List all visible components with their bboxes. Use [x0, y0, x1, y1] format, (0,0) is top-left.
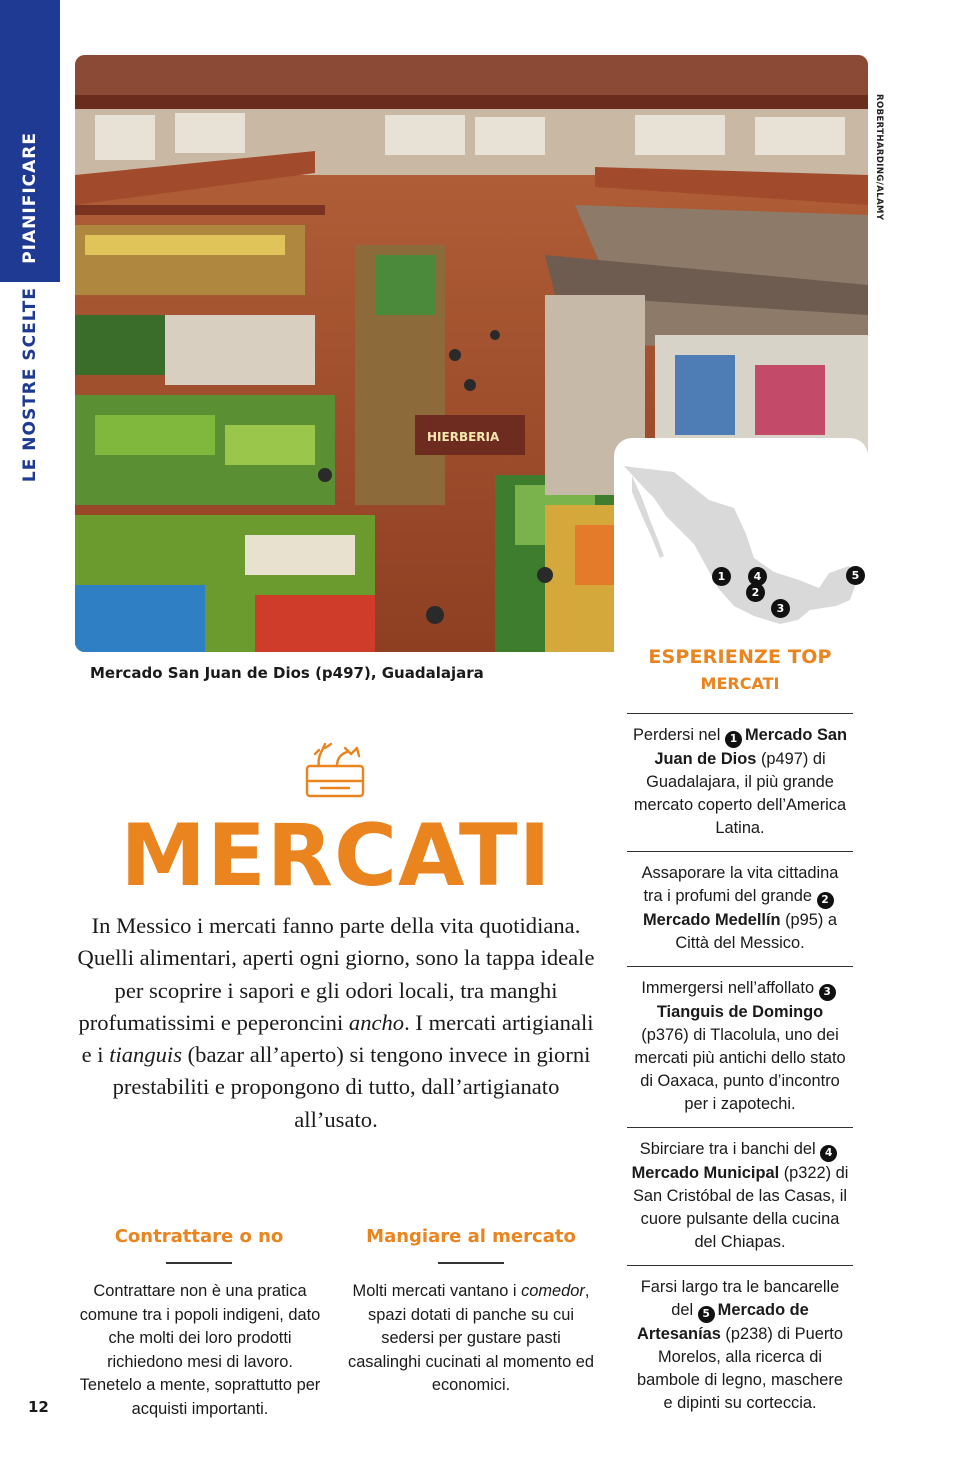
- market-name: Tianguis de Domingo: [656, 1003, 824, 1021]
- number-badge: 4: [820, 1145, 837, 1162]
- intro-text: (bazar all’aperto) si tengono invece in giorni prestabiliti e propongono di tutto, dall’artigianato all’usato.: [112, 1042, 591, 1132]
- list-item: [627, 851, 853, 966]
- market-name: Mercado Medellín: [642, 911, 781, 929]
- box-text: Molti mercati vantano i: [352, 1282, 517, 1300]
- box-title-bargaining: Contrattare o no: [114, 1226, 284, 1247]
- number-badge: 2: [817, 892, 834, 909]
- box-divider: [438, 1262, 504, 1264]
- section-tab-label: PIANIFICARE: [20, 132, 40, 264]
- box-text-eating: [346, 1280, 596, 1398]
- item-text: Immergersi nell’affollato: [641, 979, 815, 997]
- item-text: (p497) di Guadalajara, il più grande mercato coperto dell’America Latina.: [633, 750, 847, 837]
- box-emphasis: comedor: [521, 1282, 585, 1300]
- photo-caption: Mercado San Juan de Dios (p497), Guadalajara: [90, 664, 484, 682]
- item-text: (p322) di San Cristóbal de las Casas, il cuore pulsante della cucina del Chiapas.: [632, 1164, 849, 1251]
- sidebar-subtitle: MERCATI: [700, 674, 780, 693]
- item-text: Sbirciare tra i banchi del: [639, 1140, 816, 1158]
- item-text: (p238) di Puerto Morelos, alla ricerca di bambole di legno, maschere e dipinti su corteccia.: [637, 1325, 843, 1412]
- mexico-map: [614, 438, 868, 652]
- market-crate-icon: [303, 736, 367, 800]
- map-marker-1: 1: [712, 567, 731, 586]
- list-item: [627, 1127, 853, 1265]
- number-badge: 3: [819, 984, 836, 1001]
- list-item: [627, 966, 853, 1127]
- number-badge: 1: [725, 731, 742, 748]
- map-marker-3: 3: [771, 599, 790, 618]
- top-experiences-list: [627, 713, 853, 1426]
- list-item: [627, 713, 853, 851]
- map-marker-4: 4: [748, 567, 767, 586]
- intro-paragraph: [76, 910, 596, 1136]
- item-text: (p95) a Città del Messico.: [675, 911, 838, 952]
- list-item: [627, 1265, 853, 1426]
- intro-text: In Messico i mercati fanno parte della vita quotidiana. Quelli alimentari, aperti ogni giorno, sono la tappa ideale per scoprire i sapori e gli odori locali, tra manghi profumatissimi e peperoncini: [77, 913, 595, 1035]
- item-text: (p376) di Tlacolula, uno dei mercati più antichi dello stato di Oaxaca, punto d’incontro per i zapotechi.: [634, 1026, 846, 1113]
- intro-text: . I mercati artigianali e i: [81, 1009, 594, 1068]
- page-title: MERCATI: [120, 806, 552, 906]
- page-number: 12: [28, 1398, 49, 1416]
- section-tab: [0, 0, 60, 282]
- map-marker-2: 2: [746, 583, 765, 602]
- intro-emphasis: ancho: [348, 1009, 405, 1035]
- item-text: Perdersi nel: [632, 726, 721, 744]
- box-text: , spazi dotati di panche su cui sedersi per gustare pasti casalinghi cucinati al momento ed economici.: [348, 1282, 594, 1394]
- box-text-bargaining: Contrattare non è una pratica comune tra i popoli indigeni, dato che molti dei loro prodotti richiedono mesi di lavoro. Tenetelo a mente, soprattutto per acquisti importanti.: [79, 1282, 321, 1418]
- item-text: Assaporare la vita cittadina tra i profumi del grande: [641, 864, 839, 905]
- chapter-tab-label: LE NOSTRE SCELTE: [20, 286, 40, 482]
- market-name: Mercado Municipal: [631, 1164, 780, 1182]
- number-badge: 5: [698, 1306, 715, 1323]
- item-text: Farsi largo tra le bancarelle del: [640, 1278, 840, 1319]
- box-divider: [166, 1262, 232, 1264]
- hierberia-sign: HIERBERIA: [427, 430, 500, 444]
- sidebar-heading: [627, 646, 853, 693]
- market-name: Mercado de Artesanías: [637, 1301, 809, 1343]
- photo-credit: ROBERTHARDING/ALAMY: [874, 94, 884, 221]
- market-name: Mercado San Juan de Dios: [654, 726, 848, 768]
- map-card: [614, 438, 868, 652]
- chapter-tab: [0, 282, 60, 492]
- box-title-eating: Mangiare al mercato: [366, 1226, 576, 1247]
- map-marker-5: 5: [846, 566, 865, 585]
- intro-emphasis: tianguis: [109, 1042, 182, 1068]
- sidebar-title: ESPERIENZE TOP: [648, 646, 832, 668]
